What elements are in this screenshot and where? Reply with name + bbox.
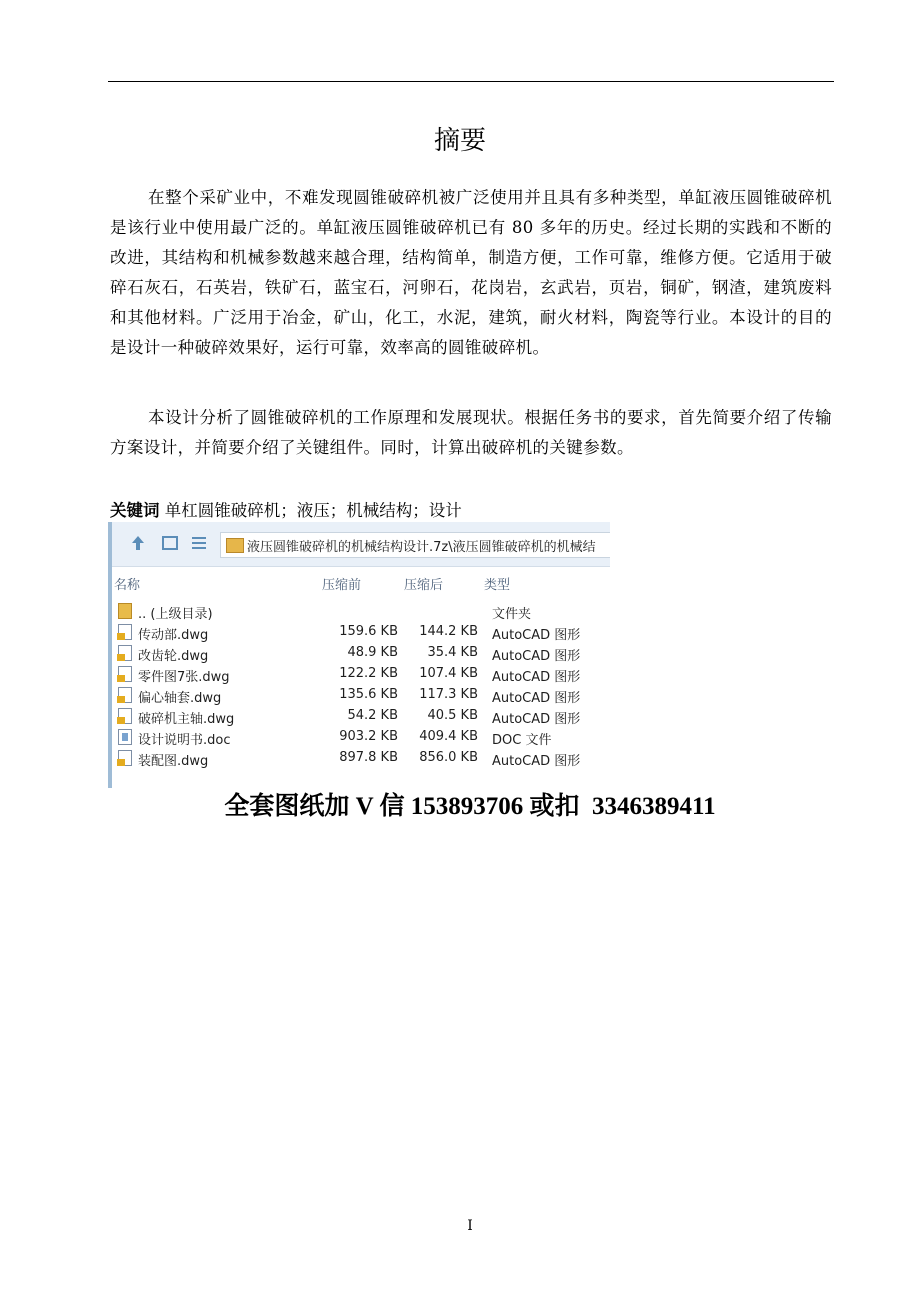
list-item[interactable]: [112, 622, 610, 643]
file-packed-size: 144.2 KB: [419, 624, 478, 639]
dwg-file-icon: [118, 645, 132, 661]
file-name: 传动部.dwg: [138, 628, 209, 643]
file-name: 偏心轴套.dwg: [138, 691, 222, 706]
header-rule: [108, 81, 834, 82]
file-type: AutoCAD 图形: [492, 754, 581, 769]
column-header-size[interactable]: 压缩前: [322, 578, 362, 593]
abstract-paragraph-2: 本设计分析了圆锥破碎机的工作原理和发展现状。根据任务书的要求，首先简要介绍了传输方案设计，并简要介绍了关键组件。同时，计算出破碎机的关键参数。: [110, 408, 832, 457]
doc-file-icon: [118, 729, 132, 745]
list-item[interactable]: [112, 601, 610, 622]
file-name: 改齿轮.dwg: [138, 649, 209, 664]
file-type: DOC 文件: [492, 733, 552, 748]
column-header-packed[interactable]: 压缩后: [404, 578, 444, 593]
keywords-text: 单杠圆锥破碎机；液压；机械结构；设计: [164, 501, 462, 520]
file-size: 903.2 KB: [339, 729, 398, 744]
abstract-paragraph-1: 在整个采矿业中，不难发现圆锥破碎机被广泛使用并且具有多种类型，单缸液压圆锥破碎机是该行业中使用最广泛的。单缸液压圆锥破碎机已有 80 多年的历史。经过长期的实践和不断的改进，其结构和机械参数越来越合理，结构简单，制造方便，工作可靠，维修方便。它适用于破碎石灰石，石英岩，铁矿石，蓝宝石，河卵石，花岗岩，玄武岩，页岩，铜矿，钢渣，建筑废料和其他材料。广泛用于冶金，矿山，化工，水泥，建筑，耐火材料，陶瓷等行业。本设计的目的是设计一种破碎效果好，运行可靠，效率高的圆锥破碎机。: [110, 188, 832, 357]
file-name: 破碎机主轴.dwg: [138, 712, 235, 727]
column-header-type[interactable]: 类型: [484, 578, 511, 593]
file-name: 设计说明书.doc: [138, 733, 231, 748]
list-item[interactable]: [112, 727, 610, 748]
file-name: .. (上级目录): [138, 607, 213, 622]
file-type: AutoCAD 图形: [492, 628, 581, 643]
column-header-name[interactable]: 名称: [114, 578, 141, 593]
page-title: 摘要: [433, 126, 486, 156]
keywords-label: 关键词: [110, 501, 160, 520]
file-type: AutoCAD 图形: [492, 649, 581, 664]
list-item[interactable]: [112, 685, 610, 706]
list-item[interactable]: [112, 643, 610, 664]
file-size: 122.2 KB: [339, 666, 398, 681]
file-packed-size: 107.4 KB: [419, 666, 478, 681]
file-size: 897.8 KB: [339, 750, 398, 765]
address-path: 液压圆锥破碎机的机械结构设计.7z\液压圆锥破碎机的机械结: [247, 540, 596, 555]
dwg-file-icon: [118, 708, 132, 724]
list-view-icon[interactable]: [192, 536, 208, 550]
keywords-line: [110, 497, 462, 521]
file-list: [112, 601, 610, 769]
dwg-file-icon: [118, 687, 132, 703]
file-type: AutoCAD 图形: [492, 712, 581, 727]
file-size: 159.6 KB: [339, 624, 398, 639]
up-arrow-icon[interactable]: [130, 536, 146, 550]
list-item[interactable]: [112, 748, 610, 769]
list-item[interactable]: [112, 664, 610, 685]
file-name: 零件图7张.dwg: [138, 670, 230, 685]
page-number: I: [467, 1218, 473, 1234]
archive-icon: [226, 538, 244, 553]
file-size: 54.2 KB: [347, 708, 398, 723]
file-type: AutoCAD 图形: [492, 670, 581, 685]
file-size: 135.6 KB: [339, 687, 398, 702]
file-packed-size: 117.3 KB: [419, 687, 478, 702]
archive-file-listing: [108, 522, 610, 788]
folder-icon: [118, 603, 132, 619]
file-packed-size: 40.5 KB: [427, 708, 478, 723]
dwg-file-icon: [118, 750, 132, 766]
column-headers: [112, 574, 610, 594]
dwg-file-icon: [118, 666, 132, 682]
file-type: 文件夹: [492, 607, 532, 622]
dwg-file-icon: [118, 624, 132, 640]
file-packed-size: 35.4 KB: [427, 645, 478, 660]
archive-toolbar: [112, 522, 610, 567]
file-size: 48.9 KB: [347, 645, 398, 660]
file-name: 装配图.dwg: [138, 754, 209, 769]
file-packed-size: 856.0 KB: [419, 750, 478, 765]
view-icon[interactable]: [162, 536, 178, 550]
address-bar[interactable]: [220, 532, 610, 558]
file-type: AutoCAD 图形: [492, 691, 581, 706]
file-packed-size: 409.4 KB: [419, 729, 478, 744]
list-item[interactable]: [112, 706, 610, 727]
promo-contact-line: 全套图纸加 V 信 153893706 或扣 3346389411: [224, 793, 716, 820]
